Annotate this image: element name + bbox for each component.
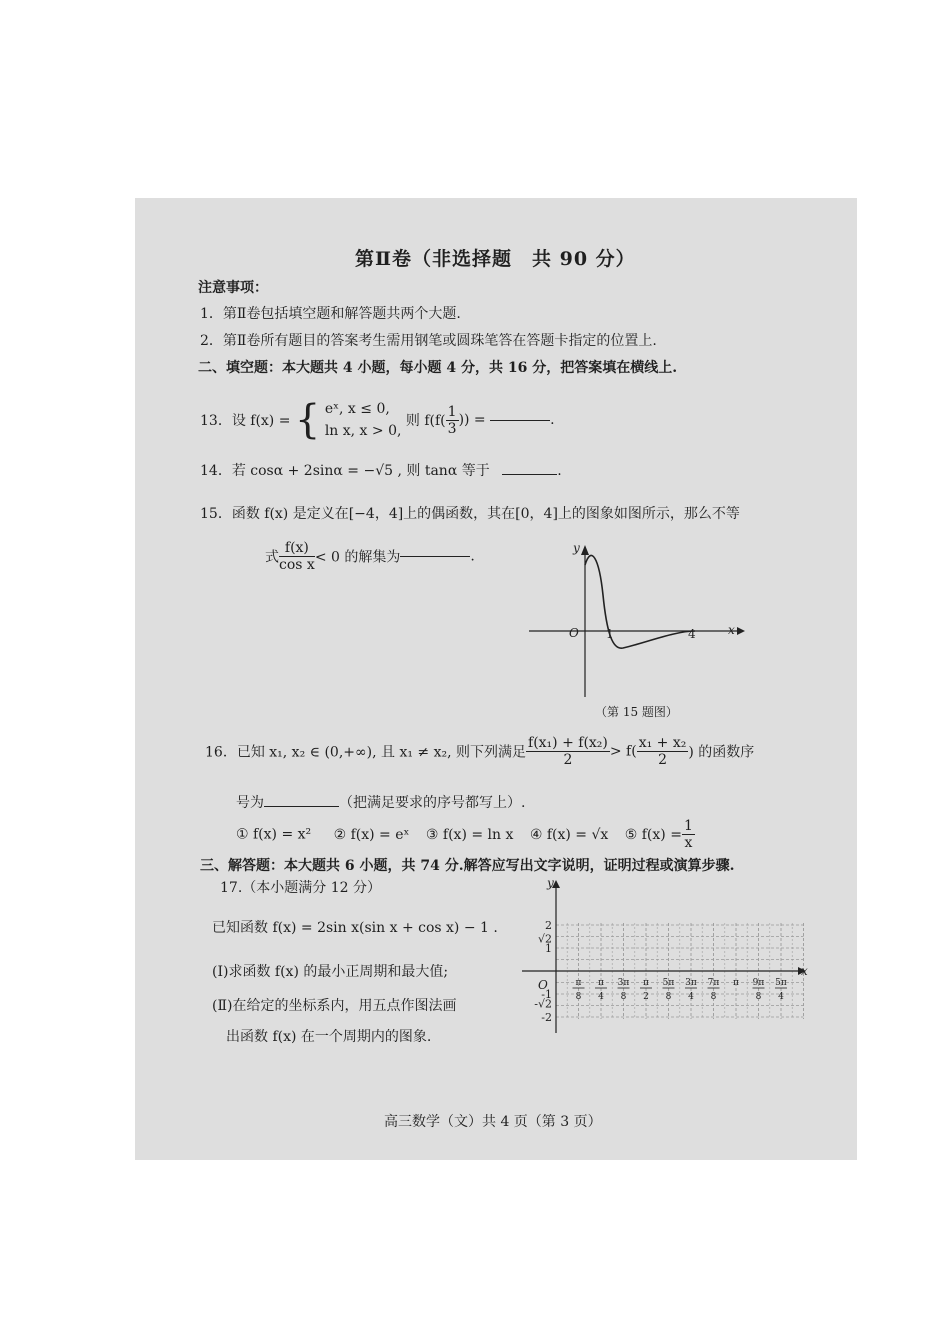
q16-option-4: ④ f(x) = √x [529,826,609,843]
q16-frac2-num: x₁ + x₂ [638,735,687,751]
q16-fraction-left [526,735,610,768]
q16-frac2-den: 2 [658,752,667,768]
graph-origin-label: O [569,626,579,640]
question-13 [200,398,555,442]
graph-tick-1: 1 [606,627,614,641]
question-16-options [236,818,695,851]
grid-x-tick-denominator: 8 [710,992,717,1002]
q13-lead: 13．设 f(x) = [200,413,291,429]
question-15-line-1: 15．函数 f(x) 是定义在[−4，4]上的偶函数，其在[0，4]上的图象如图所示，那么不等 [200,506,740,522]
grid-x-tick-numerator: 3π [685,978,697,988]
grid-x-tick-denominator: 8 [620,992,627,1002]
grid-x-tick-numerator: 9π [752,978,765,988]
q13-fraction [446,404,459,437]
q16-option-1: ① f(x) = x² [236,826,312,843]
q17-coordinate-grid [518,878,813,1078]
q13-case-2: ln x, x > 0, [324,423,402,439]
grid-x-tick-denominator: 2 [643,992,649,1002]
q13-answer-blank[interactable] [490,420,550,421]
grid-x-tick-numerator: π [575,978,582,988]
q16-opt5-num: 1 [683,818,693,834]
question-17-given: 已知函数 f(x) = 2sin x(sin x + cos x) − 1 . [212,920,498,936]
grid-y-tick-label: 1 [545,942,552,955]
grid-x-tick-denominator: 8 [665,992,672,1002]
q16-frac1-den: 2 [563,752,573,768]
q13-frac-den: 3 [447,420,457,437]
note-item-2: 2．第Ⅱ卷所有题目的答案考生需用钢笔或圆珠笔答在答题卡指定的位置上. [200,333,657,349]
q15-post: < 0 的解集为 [314,549,401,566]
notes-heading: 注意事项： [198,280,268,296]
grid-x-tick-numerator: π [733,978,739,988]
q14-end: . [557,463,562,479]
grid-x-label: x [801,964,808,978]
note-item-1: 1．第Ⅱ卷包括填空题和解答题共两个大题. [200,306,461,322]
grid-x-tick-numerator: π [643,978,649,988]
q16-option-2: ② f(x) = eˣ [333,826,410,843]
grid-y-tick-label: 2 [545,919,552,932]
q16-option-5: ⑤ f(x) = [624,826,682,843]
grid-y-tick-label: -√2 [534,997,552,1011]
grid-x-tick-numerator: 3π [617,978,630,988]
grid-x-tick-numerator: 5π [662,978,675,988]
grid-x-tick-denominator: 4 [688,992,694,1002]
question-17-part-2-b: 出函数 f(x) 在一个周期内的图象. [226,1029,432,1045]
q16-fraction-right [637,735,689,768]
graph-tick-4: 4 [688,627,696,641]
q15-fraction [279,540,315,573]
q16-opt5-den: x [684,835,693,851]
q15-end: . [470,548,475,565]
question-16-line-2 [236,792,525,812]
grid-y-tick-label: -1 [541,988,552,1001]
q16-lead: 16．已知 x₁, x₂ ∈ (0,+∞), 且 x₁ ≠ x₂, 则下列满足 [205,744,527,761]
q15-frac-num: f(x) [279,540,315,557]
section-fill-blank-heading: 二、填空题：本大题共 4 小题，每小题 4 分，共 16 分，把答案填在横线上. [198,360,678,376]
q14-text: 14．若 cosα + 2sinα = −√5 , 则 tanα 等于 [200,463,490,479]
grid-x-tick-denominator: 8 [755,992,762,1002]
page-title: 第Ⅱ卷（非选择题 共 90 分） [355,248,636,270]
grid-x-tick-numerator: π [598,978,604,988]
question-17-head: 17.（本小题满分 12 分） [220,880,381,896]
q16-mid: > f( [609,743,637,760]
question-16-line-1 [205,735,754,768]
grid-x-tick-numerator: 7π [707,978,720,988]
left-brace: { [294,397,321,443]
q13-end: . [550,412,555,428]
grid-y-tick-label: √2 [537,932,552,946]
graph-y-label: y [573,541,580,555]
q16-option-3: ③ f(x) = ln x [425,826,514,843]
graph-x-label: x [728,623,735,637]
grid-x-tick-denominator: 8 [575,992,582,1002]
q13-tail-b: )) = [458,412,486,428]
q15-function-graph [525,535,750,705]
grid-y-label: y [547,878,554,890]
q16-answer-blank[interactable] [264,806,339,807]
q16-line2-a: 号为 [236,795,264,811]
q13-frac-num: 1 [447,403,457,420]
q15-answer-blank[interactable] [400,556,470,557]
figure-15-caption: （第 15 题图） [595,705,678,719]
grid-origin-label: O [538,978,548,992]
grid-y-tick-label: -2 [541,1011,552,1024]
q15-pre: 式 [265,549,279,566]
q16-line2-b: （把满足要求的序号都写上）. [339,795,526,811]
q13-tail-a: 则 f(f( [405,413,446,429]
q13-case-1: eˣ, x ≤ 0, [324,401,390,417]
grid-x-tick-denominator: 4 [778,992,784,1002]
q15-frac-den: cos x [279,557,315,573]
grid-x-tick-denominator: 4 [598,992,604,1002]
q16-option-5-fraction [682,818,695,851]
question-14 [200,460,562,480]
q14-answer-blank[interactable] [502,474,557,475]
grid-x-tick-numerator: 5π [775,978,787,988]
question-17-part-2-a: (Ⅱ)在给定的坐标系内，用五点作图法画 [212,998,457,1014]
q16-frac1-num: f(x₁) + f(x₂) [528,735,608,751]
q16-tail: ) 的函数序 [688,744,755,761]
section-solution-heading: 三、解答题：本大题共 6 小题，共 74 分.解答应写出文字说明，证明过程或演算步骤. [200,858,735,874]
question-17-part-1: (Ⅰ)求函数 f(x) 的最小正周期和最大值; [212,964,449,980]
page-footer: 高三数学（文）共 4 页（第 3 页） [384,1114,602,1130]
question-15-line-2 [265,540,475,573]
